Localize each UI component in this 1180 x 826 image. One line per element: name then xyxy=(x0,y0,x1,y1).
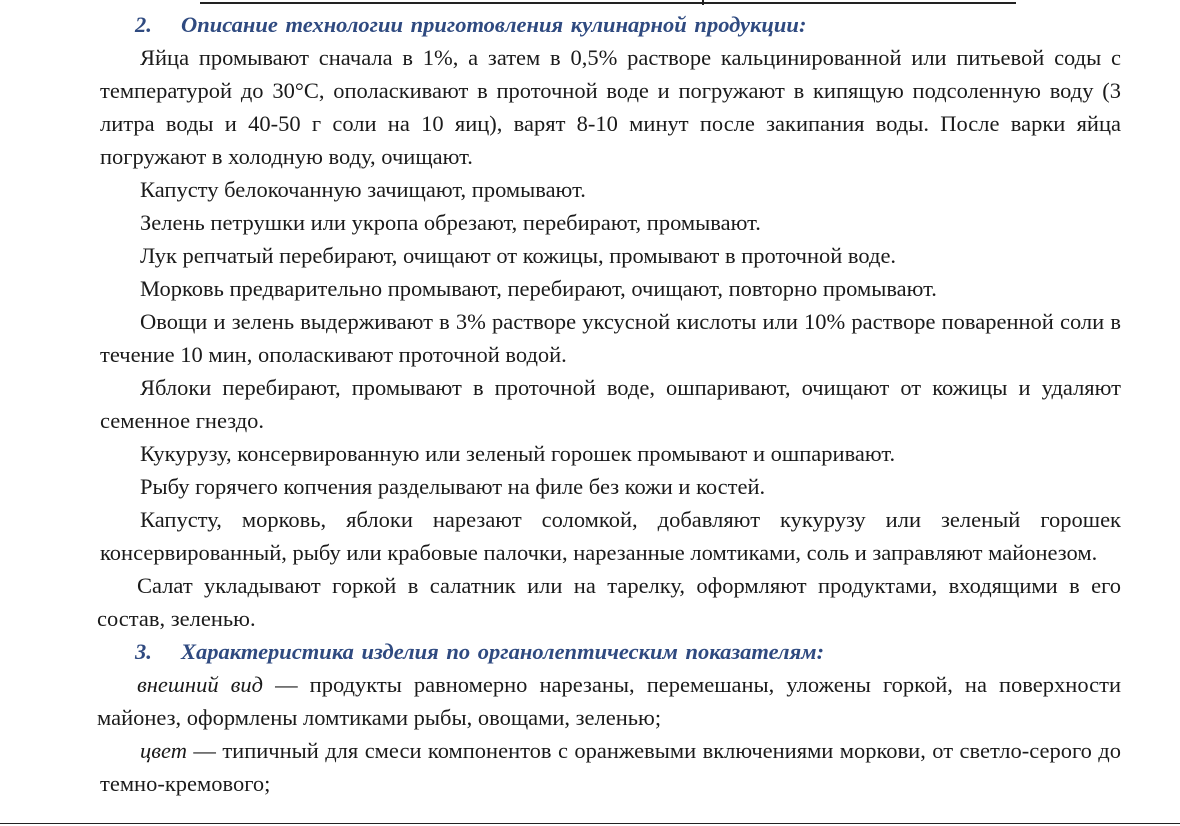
section-3-number: 3. xyxy=(135,639,152,664)
page-bottom-border xyxy=(0,823,1180,824)
section-3-title: Характеристика изделия по органолептическим показателям: xyxy=(181,639,825,664)
table-bottom-border xyxy=(200,0,1016,4)
characteristic-appearance xyxy=(97,668,1121,734)
characteristic-color xyxy=(100,734,1121,800)
characteristic-text: — продукты равномерно нарезаны, перемешаны, уложены горкой, на поверхности майонез, оформлены ломтиками рыбы, овощами, зеленью; xyxy=(97,672,1121,730)
paragraph-carrot: Морковь предварительно промывают, перебирают, очищают, повторно промывают. xyxy=(140,276,937,301)
paragraph-assembly: Капусту, морковь, яблоки нарезают соломкой, добавляют кукурузу или зеленый горошек консервированный, рыбу или крабовые палочки, нарезанные ломтиками, соль и заправляют майонезом. xyxy=(100,507,1121,565)
section-2-number: 2. xyxy=(135,12,152,37)
paragraph-vegetables-soak: Овощи и зелень выдерживают в 3% растворе уксусной кислоты или 10% растворе поваренной соли в течение 10 мин, ополаскивают проточной водой. xyxy=(100,309,1121,367)
paragraph-greens: Зелень петрушки или укропа обрезают, перебирают, промывают. xyxy=(140,210,761,235)
paragraph-serving: Салат укладывают горкой в салатник или на тарелку, оформляют продуктами, входящими в его состав, зеленью. xyxy=(97,573,1121,631)
characteristic-term: внешний вид xyxy=(137,672,264,697)
paragraph-fish: Рыбу горячего копчения разделывают на филе без кожи и костей. xyxy=(140,474,766,499)
section-2-title: Описание технологии приготовления кулинарной продукции: xyxy=(181,12,807,37)
characteristic-text: — типичный для смеси компонентов с оранжевыми включениями моркови, от светло-серого до темно-кремового; xyxy=(100,738,1121,796)
paragraph-onion: Лук репчатый перебирают, очищают от кожицы, промывают в проточной воде. xyxy=(140,243,897,268)
section-3-heading xyxy=(100,635,1121,668)
paragraph-eggs: Яйца промывают сначала в 1%, а затем в 0,5% растворе кальцинированной или питьевой соды с температурой до 30°С, ополаскивают в проточной воде и погружают в кипящую подсоленную воду (3 литра воды и 40-50 г соли на 10 яиц), варят 8-10 минут после закипания воды. После варки яйца погружают в холодную воду, очищают. xyxy=(100,45,1121,169)
paragraph-cabbage: Капусту белокочанную зачищают, промывают. xyxy=(140,177,586,202)
section-2-heading xyxy=(100,8,1121,41)
paragraph-apples: Яблоки перебирают, промывают в проточной воде, ошпаривают, очищают от кожицы и удаляют семенное гнездо. xyxy=(100,375,1121,433)
table-column-divider xyxy=(702,0,704,5)
characteristic-term: цвет xyxy=(140,738,187,763)
paragraph-corn-peas: Кукурузу, консервированную или зеленый горошек промывают и ошпаривают. xyxy=(140,441,896,466)
document-page xyxy=(97,8,1121,800)
